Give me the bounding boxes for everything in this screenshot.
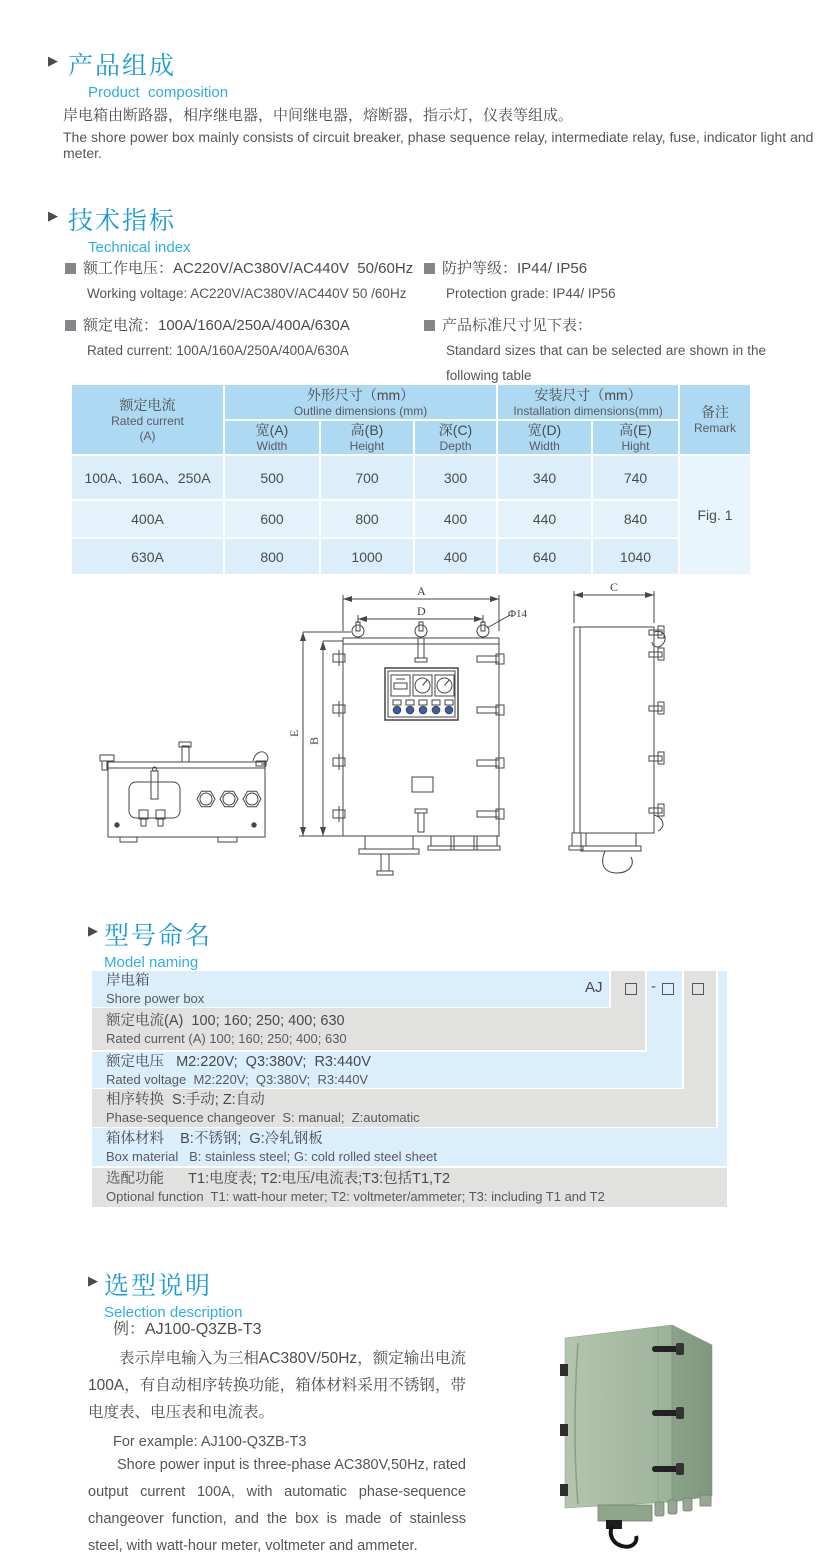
section-title-zh: 型号命名 (104, 922, 213, 950)
engineering-drawings (60, 575, 830, 905)
composition-text-zh: 岸电箱由断路器，相序继电器，中间继电器，熔断器，指示灯，仪表等组成。 (63, 107, 574, 124)
spec-en: Rated current: 100A/160A/250A/400A/630A (87, 343, 349, 358)
model-code-dash: - (651, 978, 656, 995)
spec-zh: 额工作电压：AC220V/AC380V/AC440V 50/60Hz (83, 260, 414, 277)
selection-text-block (88, 1316, 466, 1560)
selection-body-en: Shore power input is three-phase AC380V,50Hz, rated output current 100A, with automatic phase-sequence changeover function, and the box is made of stainless steel, with watt-hour meter, voltmeter and ammeter. (88, 1457, 466, 1554)
latch-icon (477, 758, 504, 768)
section-technical-index (48, 201, 191, 256)
composition-text-en: The shore power box mainly consists of circuit breaker, phase sequence relay, intermediate relay, fuse, indicator light and meter. (63, 129, 814, 161)
spec-item (424, 256, 784, 306)
bullet-square-icon (65, 320, 76, 331)
selection-example-en: For example: AJ100-Q3ZB-T3 (113, 1434, 307, 1450)
spec-en: Working voltage: AC220V/AC380V/AC440V 50 /60Hz (87, 286, 407, 301)
spec-item (424, 313, 784, 388)
spec-item (65, 313, 415, 363)
dim-label-e: E (287, 729, 301, 737)
subheader-height-b: 高(B) Height (320, 420, 414, 455)
latch-icon (477, 654, 504, 664)
section-arrow-icon: ▶ (48, 53, 58, 68)
spec-zh: 产品标准尺寸见下表： (442, 317, 593, 334)
dim-label-a: A (417, 584, 426, 598)
section-title-zh: 产品组成 (68, 52, 177, 80)
dim-label-c: C (610, 580, 619, 594)
spec-en: Standard sizes that can be selected are shown in the following table (446, 343, 766, 383)
naming-row: 相序转换 S:手动; Z:自动 Phase-sequence changeover S: manual; Z:automatic (92, 1089, 716, 1127)
latch-icon (649, 648, 664, 660)
naming-row: 额定电压 M2:220V; Q3:380V; R3:440V Rated voltage M2:220V; Q3:380V; R3:440V (92, 1052, 682, 1088)
naming-row: 岸电箱 Shore power box (92, 971, 609, 1007)
subheader-width-d: 宽(D) Width (497, 420, 592, 455)
model-code-placeholder-box (692, 983, 704, 995)
model-code-placeholder-box (625, 983, 637, 995)
naming-row: 额定电流(A) 100; 160; 250; 400; 630 Rated current (A) 100; 160; 250; 400; 630 (92, 1008, 645, 1050)
bullet-square-icon (65, 263, 76, 274)
header-remark: 备注 Remark (679, 384, 751, 455)
header-rated-current: 额定电流 Rated current (A) (71, 384, 224, 455)
section-arrow-icon: ▶ (48, 208, 58, 223)
section-title-zh: 选型说明 (104, 1272, 213, 1300)
naming-row: 箱体材料 B:不锈钢; G:冷轧钢板 Box material B: stainless steel; G: cold rolled steel sheet (92, 1128, 727, 1166)
spec-zh: 防护等级：IP44/ IP56 (442, 260, 588, 277)
naming-row: 选配功能 T1:电度表; T2:电压/电流表;T3:包括T1,T2 Optional function T1: watt-hour meter; T2: voltmeter/ammeter; T3: including T1 and T2 (92, 1168, 727, 1207)
table-row: 100A、160A、250A 500 700 300 340 740 Fig. 1 (71, 455, 751, 500)
model-code-prefix: AJ (585, 979, 603, 996)
front-view-drawing (299, 595, 510, 875)
header-outline-group: 外形尺寸（mm） Outline dimensions (mm) (224, 384, 497, 420)
latch-icon (477, 809, 504, 819)
spec-item (65, 256, 415, 306)
section-title-en: Selection description (104, 1304, 243, 1321)
table-row: 400A 600 800 400 440 840 (71, 500, 751, 538)
latch-icon (477, 705, 504, 715)
section-selection-description (88, 1266, 242, 1321)
bullet-square-icon (424, 320, 435, 331)
bullet-square-icon (424, 263, 435, 274)
subheader-depth-c: 深(C) Depth (414, 420, 497, 455)
spec-column-left (65, 256, 415, 370)
subheader-width-a: 宽(A) Width (224, 420, 320, 455)
remark-cell: Fig. 1 (679, 455, 751, 575)
side-view-drawing (569, 591, 665, 873)
subheader-height-e: 高(E) Hight (592, 420, 679, 455)
dim-label-hole: Φ14 (508, 608, 528, 620)
section-title-en: Product composition (88, 84, 229, 101)
spec-column-right (424, 256, 784, 395)
dimension-table-wrap (70, 383, 752, 576)
header-install-group: 安装尺寸（mm） Installation dimensions(mm) (497, 384, 679, 420)
spec-zh: 额定电流：100A/160A/250A/400A/630A (83, 317, 350, 334)
section-title-en: Model naming (104, 954, 199, 971)
section-arrow-icon: ▶ (88, 923, 98, 938)
box-front-face (565, 1325, 672, 1508)
dim-label-b: B (307, 736, 321, 745)
model-naming-table (92, 971, 728, 1207)
model-code-placeholder-box (662, 983, 674, 995)
indicator-lights (393, 700, 453, 714)
latch-icon (649, 752, 664, 764)
selection-example-zh: 例：AJ100-Q3ZB-T3 (113, 1321, 262, 1338)
section-product-composition (48, 46, 228, 101)
section-arrow-icon: ▶ (88, 1273, 98, 1288)
section-title-zh: 技术指标 (68, 207, 177, 235)
section-model-naming (88, 916, 212, 971)
dimension-table (70, 383, 752, 576)
section-title-en: Technical index (88, 239, 191, 256)
latch-icon (649, 804, 664, 816)
bottom-view-drawing (100, 742, 268, 842)
spec-en: Protection grade: IP44/ IP56 (446, 286, 616, 301)
latch-icon (649, 702, 664, 714)
dim-label-d: D (417, 604, 426, 618)
bottom-hook (606, 1520, 636, 1547)
product-photo (538, 1298, 758, 1558)
table-row: 630A 800 1000 400 640 1040 (71, 538, 751, 575)
selection-body-zh: 表示岸电输入为三相AC380V/50Hz，额定输出电流100A，有自动相序转换功能，箱体材料采用不锈钢，带电度表、电压表和电流表。 (88, 1350, 466, 1421)
